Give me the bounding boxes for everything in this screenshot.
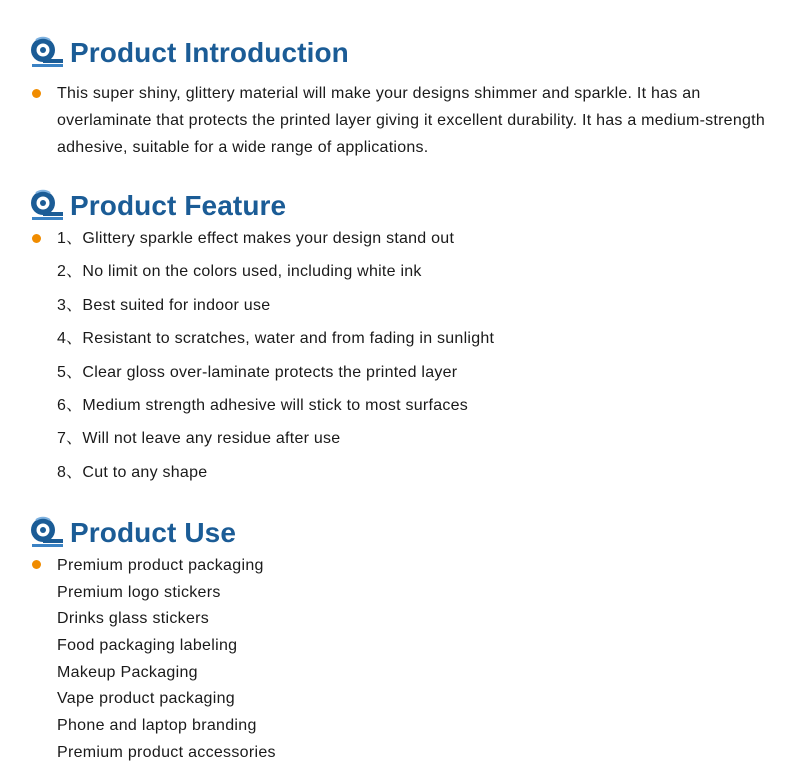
feature-list: [57, 229, 780, 496]
intro-paragraph: This super shiny, glittery material will make your designs shimmer and sparkle. It has an overlaminate that protects the printed layer giving it excellent durability. It has a medium-strength adhesive, suitable for a wide range of applications.: [57, 85, 765, 156]
use-section: [30, 516, 780, 770]
intro-title: Product Introduction: [70, 37, 349, 68]
use-item: Premium product packaging: [57, 557, 264, 574]
feature-item: 8、Cut to any shape: [57, 463, 208, 481]
intro-section: [30, 36, 780, 161]
feature-body: [30, 229, 780, 496]
label-roll-icon: [30, 516, 64, 550]
use-item: Phone and laptop branding: [57, 717, 257, 735]
feature-item: 7、Will not leave any residue after use: [57, 430, 341, 448]
label-roll-icon: [30, 36, 64, 70]
use-item: Premium product accessories: [57, 743, 276, 761]
feature-heading: [30, 189, 780, 223]
bullet-dot: [32, 89, 41, 98]
feature-item: 3、Best suited for indoor use: [57, 296, 271, 314]
feature-item: 6、Medium strength adhesive will stick to most surfaces: [57, 396, 468, 414]
use-item: Vape product packaging: [57, 690, 235, 708]
feature-item: 4、Resistant to scratches, water and from fading in sunlight: [57, 330, 495, 348]
label-roll-icon: [30, 189, 64, 223]
feature-item: 5、Clear gloss over-laminate protects the printed layer: [57, 363, 458, 381]
use-item: Drinks glass stickers: [57, 610, 210, 628]
bullet-dot: [32, 560, 41, 569]
feature-item: 1、Glittery sparkle effect makes your design stand out: [57, 230, 455, 247]
use-item: Food packaging labeling: [57, 637, 238, 655]
intro-heading: [30, 36, 780, 70]
feature-title: Product Feature: [70, 190, 287, 221]
intro-body: [30, 80, 780, 161]
use-heading: [30, 516, 780, 550]
use-list: [57, 556, 780, 770]
use-item: Premium logo stickers: [57, 583, 221, 601]
use-body: [30, 556, 780, 770]
use-item: Makeup Packaging: [57, 663, 198, 681]
feature-section: [30, 189, 780, 496]
bullet-dot: [32, 234, 41, 243]
use-title: Product Use: [70, 517, 237, 548]
feature-item: 2、No limit on the colors used, including white ink: [57, 263, 422, 281]
